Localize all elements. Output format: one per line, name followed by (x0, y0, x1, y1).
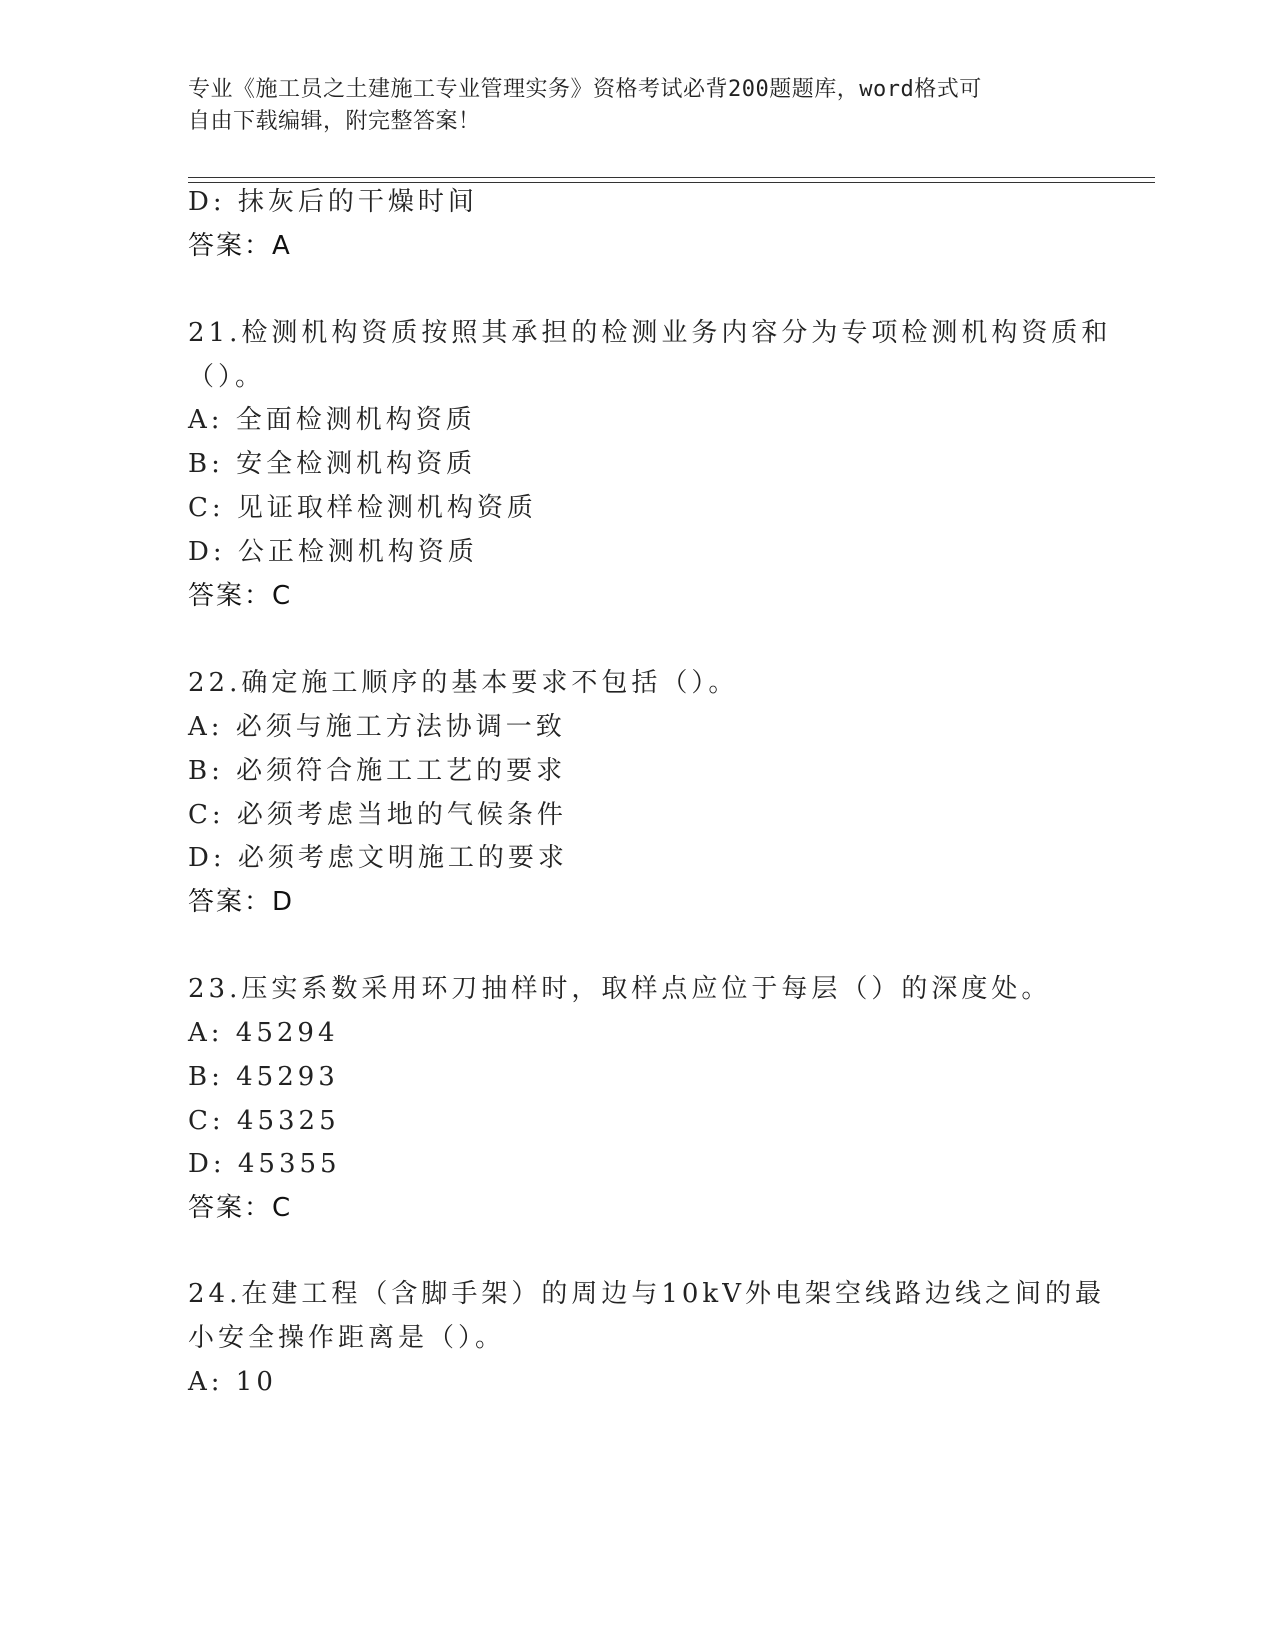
header-line-2: 自由下载编辑，附完整答案！ (188, 109, 481, 134)
q23-option-c: C: 45325 (188, 1106, 340, 1136)
q23-option-a: A: 45294 (188, 1018, 339, 1048)
q23-answer: 答案：C (188, 1193, 293, 1223)
q21-option-a: A: 全面检测机构资质 (188, 405, 476, 435)
q23-option-d: D: 45355 (188, 1149, 341, 1179)
header-divider-bottom (188, 182, 1155, 183)
q22-option-d: D: 必须考虑文明施工的要求 (188, 843, 568, 873)
q21-stem-line-2: （）。 (188, 362, 266, 392)
q23-stem-line-1: 23.压实系数采用环刀抽样时，取样点应位于每层（）的深度处。 (188, 974, 1052, 1004)
q24-stem-line-1: 24.在建工程（含脚手架）的周边与10kV外电架空线路边线之间的最 (188, 1279, 1105, 1309)
prev-option-d: D: 抹灰后的干燥时间 (188, 187, 478, 217)
q21-option-d: D: 公正检测机构资质 (188, 537, 478, 567)
q21-stem-line-1: 21.检测机构资质按照其承担的检测业务内容分为专项检测机构资质和 (188, 318, 1112, 348)
q22-answer: 答案：D (188, 887, 295, 917)
q24-option-a: A: 10 (188, 1367, 277, 1397)
q21-option-b: B: 安全检测机构资质 (188, 449, 477, 479)
q21-option-c: C: 见证取样检测机构资质 (188, 493, 537, 523)
q22-option-c: C: 必须考虑当地的气候条件 (188, 800, 567, 830)
q22-option-b: B: 必须符合施工工艺的要求 (188, 756, 567, 786)
q21-answer: 答案：C (188, 581, 293, 611)
q24-stem-line-2: 小安全操作距离是（）。 (188, 1323, 506, 1353)
q22-stem-line-1: 22.确定施工顺序的基本要求不包括（）。 (188, 668, 739, 698)
header-divider-top (188, 177, 1155, 178)
header-line-1: 专业《施工员之土建施工专业管理实务》资格考试必背200题题库，word格式可 (188, 77, 982, 102)
q23-option-b: B: 45293 (188, 1062, 339, 1092)
page-header (188, 74, 1088, 138)
q22-option-a: A: 必须与施工方法协调一致 (188, 712, 566, 742)
prev-answer: 答案：A (188, 231, 292, 261)
